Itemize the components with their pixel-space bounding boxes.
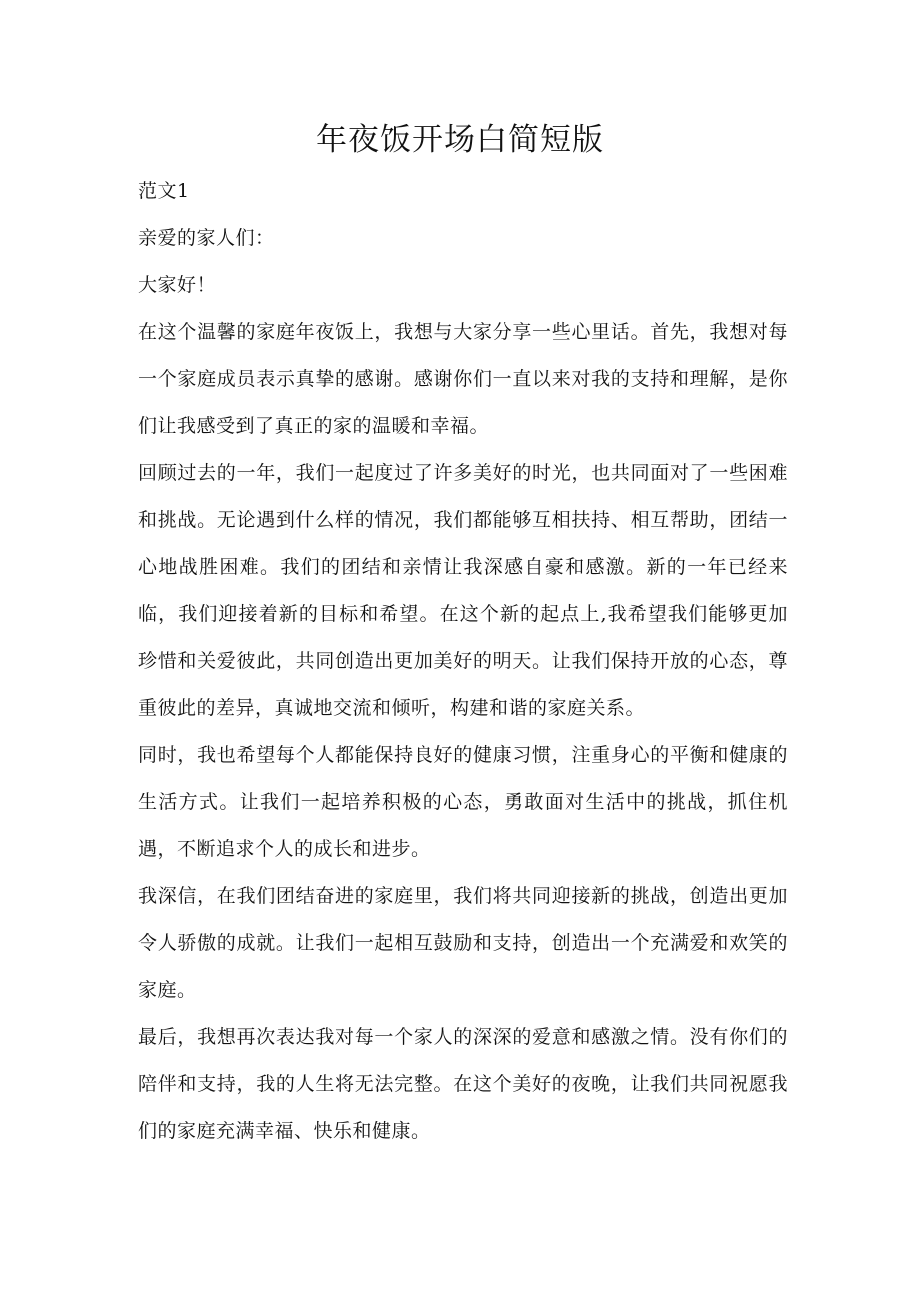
- paragraph-health: 同时，我也希望每个人都能保持良好的健康习惯，注重身心的平衡和健康的生活方式。让我们一起培养积极的心态，勇敢面对生活中的挑战，抓住机遇，不断追求个人的成长和进步。: [138, 744, 788, 860]
- paragraph-closing: 最后，我想再次表达我对每一个家人的深深的爱意和感激之情。没有你们的陪伴和支持，我的人生将无法完整。在这个美好的夜晚，让我们共同祝愿我们的家庭充满幸福、快乐和健康。: [138, 1026, 788, 1142]
- greeting: 大家好！: [138, 274, 217, 296]
- paragraph-review: 回顾过去的一年，我们一起度过了许多美好的时光，也共同面对了一些困难和挑战。无论遇到什么样的情况，我们都能够互相扶持、相互帮助，团结一心地战胜困难。我们的团结和亲情让我深感自豪和感激。新的一年已经来临，我们迎接着新的目标和希望。在这个新的起点上,我希望我们能够更加珍惜和关爱彼此，共同创造出更加美好的明天。让我们保持开放的心态，尊重彼此的差异，真诚地交流和倾听，构建和谐的家庭关系。: [138, 462, 788, 719]
- document-body: [138, 168, 788, 1155]
- paragraph-future: 我深信，在我们团结奋进的家庭里，我们将共同迎接新的挑战，创造出更加令人骄傲的成就。让我们一起相互鼓励和支持，创造出一个充满爱和欢笑的家庭。: [138, 885, 788, 1001]
- sample-label: 范文1: [138, 180, 190, 202]
- document-title: 年夜饭开场白简短版: [316, 122, 604, 158]
- salutation: 亲爱的家人们：: [138, 227, 275, 249]
- paragraph-thanks: 在这个温馨的家庭年夜饭上，我想与大家分享一些心里话。首先，我想对每一个家庭成员表示真挚的感谢。感谢你们一直以来对我的支持和理解，是你们让我感受到了真正的家的温暖和幸福。: [138, 321, 788, 437]
